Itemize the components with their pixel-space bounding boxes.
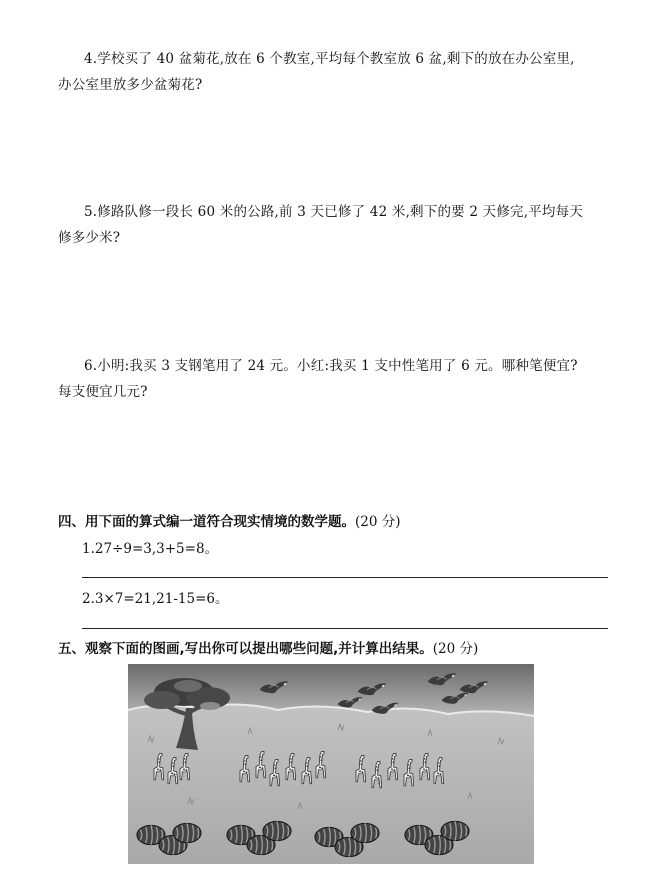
- scene-illustration: [128, 664, 534, 864]
- question-4-line1: 4.学校买了 40 盆菊花,放在 6 个教室,平均每个教室放 6 盆,剩下的放在办公室里,: [84, 51, 575, 67]
- watermelon: [173, 823, 201, 842]
- watermelon: [351, 823, 379, 842]
- answer-line-1[interactable]: [82, 577, 608, 578]
- question-4-line2: 办公室里放多少盆菊花?: [58, 77, 203, 93]
- section-5-title: 五、观察下面的图画,写出你可以提出哪些问题,并计算出结果。: [58, 641, 433, 657]
- section-4-title: 四、用下面的算式编一道符合现实情境的数学题。: [58, 514, 355, 530]
- question-6-cont: [58, 379, 618, 405]
- question-5-line1: 5.修路队修一段长 60 米的公路,前 3 天已修了 42 米,剩下的要 2 天修完,平均每天: [84, 204, 584, 220]
- section-4-points: (20 分): [355, 514, 401, 530]
- section-4-heading: [58, 510, 401, 530]
- watermelon: [441, 821, 469, 840]
- section-4-item-1: 1.27÷9=3,3+5=8。: [82, 541, 219, 557]
- question-5-line2: 修多少米?: [58, 230, 121, 246]
- question-5: [58, 199, 618, 225]
- question-6-line2: 每支便宜几元?: [58, 384, 148, 400]
- watermelon: [263, 821, 291, 840]
- question-4-cont: [58, 72, 618, 98]
- question-4: [58, 46, 618, 72]
- question-6-line1: 6.小明:我买 3 支钢笔用了 24 元。小红:我买 1 支中性笔用了 6 元。哪种笔便宜?: [84, 358, 578, 374]
- section-4-item-2: 2.3×7=21,21-15=6。: [82, 591, 229, 607]
- answer-line-2[interactable]: [82, 628, 608, 629]
- section-5-points: (20 分): [432, 641, 479, 657]
- section-5-heading: [58, 637, 478, 657]
- question-6: [58, 353, 618, 379]
- question-5-cont: [58, 225, 618, 251]
